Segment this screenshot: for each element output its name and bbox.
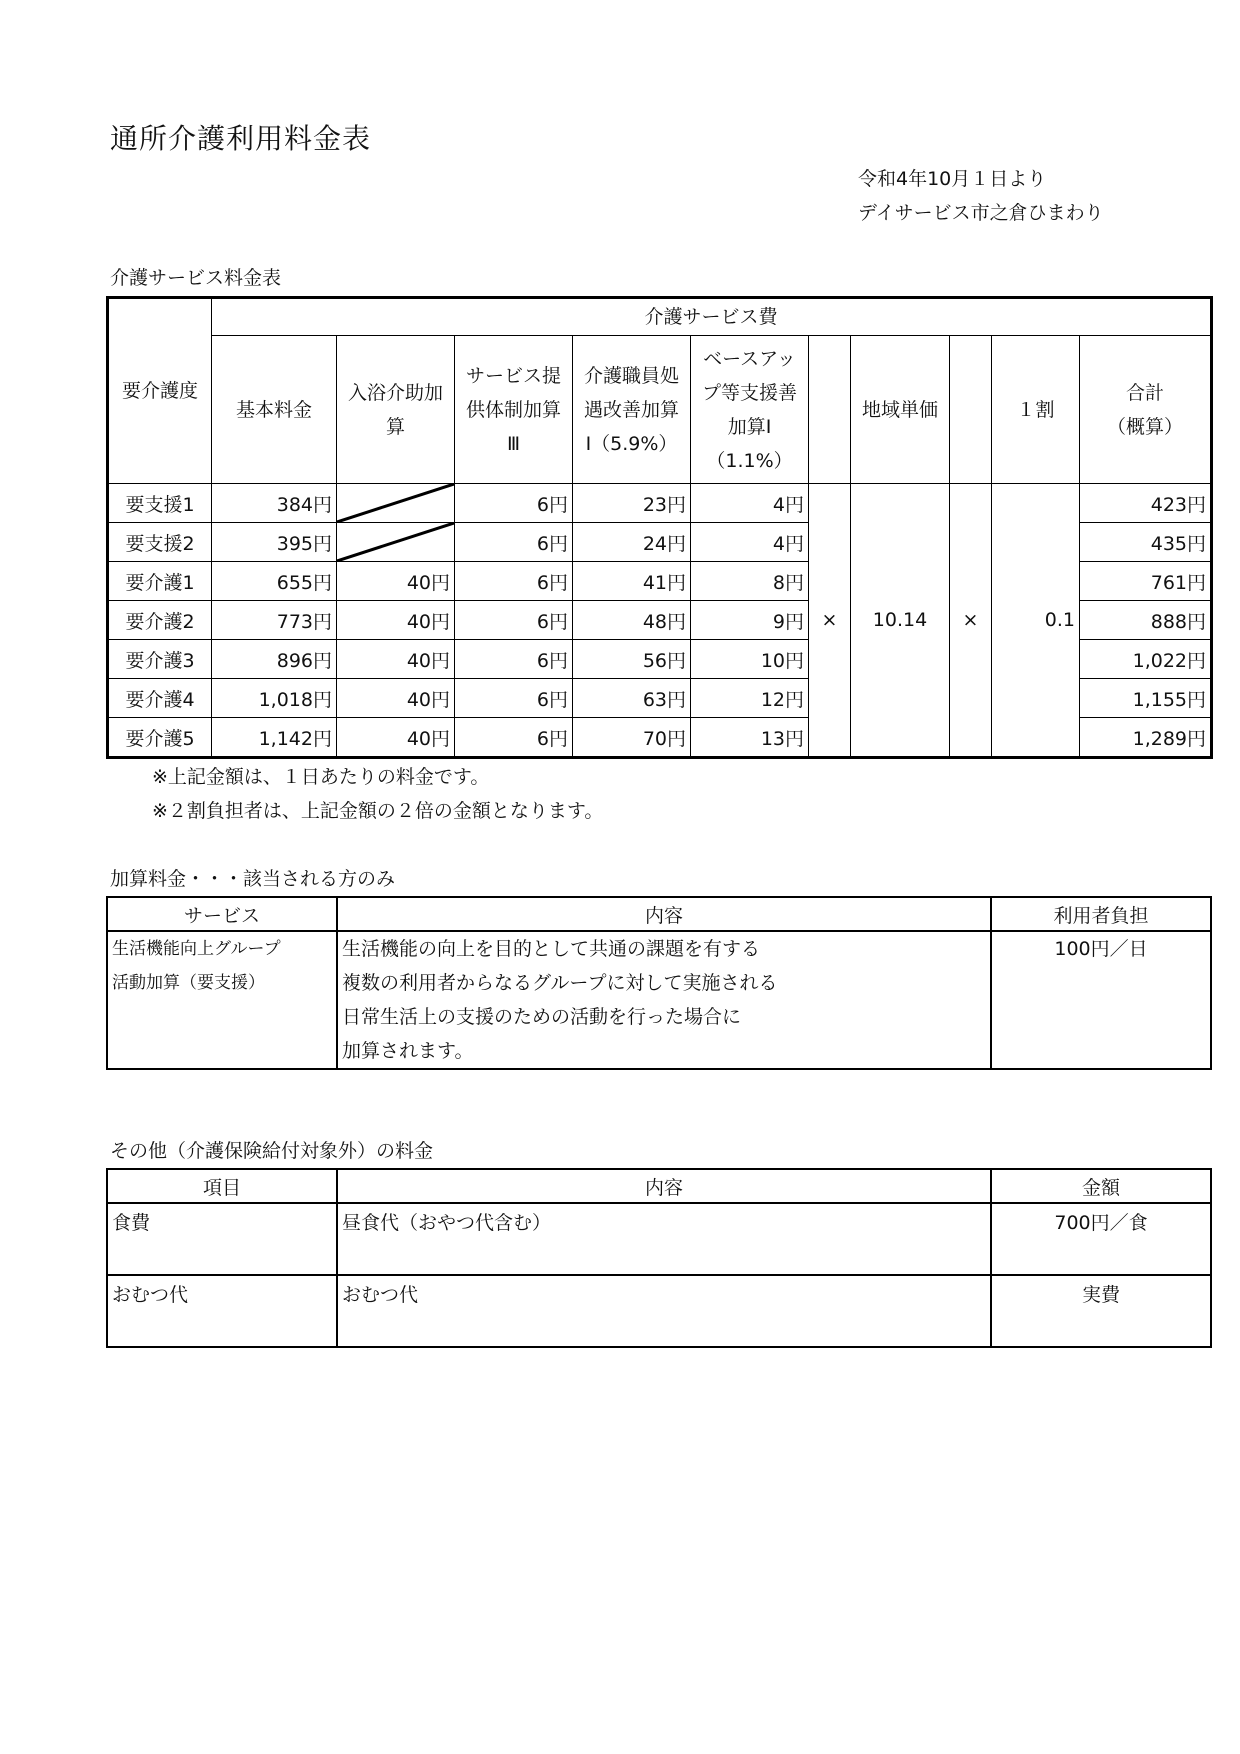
fee-table-label: 介護サービス料金表 <box>110 267 282 289</box>
addon-table <box>106 896 1212 1070</box>
baseup-cell: 4円 <box>691 523 809 562</box>
header-copay: １割 <box>992 336 1080 484</box>
content-line: 日常生活上の支援のための活動を行った場合に <box>342 1006 742 1028</box>
header-treatment-line: 遇改善加算 <box>583 398 679 421</box>
baseup-cell: 9円 <box>691 601 809 640</box>
item-cell: おむつ代 <box>107 1275 337 1347</box>
header-content: 内容 <box>337 897 991 931</box>
addon-table-label: 加算料金・・・該当される方のみ <box>110 868 396 890</box>
care-level-cell: 要支援1 <box>108 484 212 523</box>
facility-name: デイサービス市之倉ひまわり <box>858 202 1104 224</box>
base-fee-cell: 773円 <box>212 601 337 640</box>
total-cell: 761円 <box>1080 562 1212 601</box>
header-amount: 金額 <box>991 1169 1211 1203</box>
header-base-fee: 基本料金 <box>212 336 337 484</box>
header-system-line: Ⅲ <box>506 432 521 455</box>
baseup-cell: 12円 <box>691 679 809 718</box>
bath-addon-cell: 40円 <box>337 640 455 679</box>
bath-addon-cell: 40円 <box>337 562 455 601</box>
header-total-line: 合計 <box>1126 381 1165 404</box>
total-cell: 1,022円 <box>1080 640 1212 679</box>
base-fee-cell: 896円 <box>212 640 337 679</box>
effective-date: 令和4年10月１日より <box>858 168 1047 190</box>
service-system-cell: 6円 <box>455 562 573 601</box>
total-cell: 1,155円 <box>1080 679 1212 718</box>
issuer-block <box>858 162 1104 230</box>
header-blank <box>809 336 851 484</box>
service-name-cell <box>107 931 337 1069</box>
content-line: 加算されます。 <box>342 1040 474 1062</box>
base-fee-cell: 1,018円 <box>212 679 337 718</box>
fee-table <box>106 296 1213 759</box>
content-cell: おむつ代 <box>337 1275 991 1347</box>
base-fee-cell: 655円 <box>212 562 337 601</box>
treatment-cell: 48円 <box>573 601 691 640</box>
service-name-line: 生活機能向上グループ <box>112 939 281 959</box>
header-total-line: （概算） <box>1107 415 1184 438</box>
multiply-symbol: × <box>809 484 851 758</box>
table-row <box>108 484 1212 523</box>
base-fee-cell: 395円 <box>212 523 337 562</box>
base-fee-cell: 384円 <box>212 484 337 523</box>
bath-addon-cell: 40円 <box>337 718 455 758</box>
total-cell: 435円 <box>1080 523 1212 562</box>
header-service: サービス <box>107 897 337 931</box>
header-treatment-line: 介護職員処 <box>583 364 679 387</box>
header-treatment-line: Ⅰ（5.9%） <box>585 432 678 455</box>
header-baseup-line: （1.1%） <box>706 449 793 472</box>
header-bath-addon <box>337 336 455 484</box>
bath-addon-cell: 40円 <box>337 679 455 718</box>
amount-cell: 700円／食 <box>991 1203 1211 1275</box>
care-level-cell: 要支援2 <box>108 523 212 562</box>
content-line: 生活機能の向上を目的として共通の課題を有する <box>342 938 761 960</box>
header-baseup-line: ベースアッ <box>703 347 796 370</box>
service-content-cell <box>337 931 991 1069</box>
other-table-label: その他（介護保険給付対象外）の料金 <box>110 1140 434 1162</box>
care-level-cell: 要介護4 <box>108 679 212 718</box>
header-baseup-line: 加算Ⅰ <box>727 415 772 438</box>
service-system-cell: 6円 <box>455 601 573 640</box>
care-level-cell: 要介護2 <box>108 601 212 640</box>
header-service-cost: 介護サービス費 <box>212 298 1212 336</box>
header-care-level: 要介護度 <box>108 298 212 484</box>
treatment-cell: 56円 <box>573 640 691 679</box>
content-cell: 昼食代（おやつ代含む） <box>337 1203 991 1275</box>
treatment-cell: 63円 <box>573 679 691 718</box>
table-row <box>107 931 1211 1069</box>
note-daily-fee: ※上記金額は、１日あたりの料金です。 <box>152 766 490 788</box>
baseup-cell: 4円 <box>691 484 809 523</box>
header-baseup-addon <box>691 336 809 484</box>
note-double-copay: ※２割負担者は、上記金額の２倍の金額となります。 <box>152 800 604 822</box>
total-cell: 1,289円 <box>1080 718 1212 758</box>
total-cell: 888円 <box>1080 601 1212 640</box>
treatment-cell: 23円 <box>573 484 691 523</box>
header-system-line: 供体制加算 <box>465 398 561 421</box>
header-bath-line: 算 <box>385 415 405 438</box>
treatment-cell: 41円 <box>573 562 691 601</box>
total-cell: 423円 <box>1080 484 1212 523</box>
service-name-line: 活動加算（要支援） <box>112 973 265 993</box>
content-line: 複数の利用者からなるグループに対して実施される <box>342 972 778 994</box>
regional-unit-value: 10.14 <box>851 484 950 758</box>
care-level-cell: 要介護3 <box>108 640 212 679</box>
care-level-cell: 要介護5 <box>108 718 212 758</box>
header-blank <box>950 336 992 484</box>
base-fee-cell: 1,142円 <box>212 718 337 758</box>
header-content: 内容 <box>337 1169 991 1203</box>
not-applicable-cell <box>337 484 455 523</box>
table-row <box>107 1275 1211 1347</box>
charge-cell: 100円／日 <box>991 931 1211 1069</box>
header-bath-line: 入浴介助加 <box>347 381 443 404</box>
copay-value: 0.1 <box>992 484 1080 758</box>
baseup-cell: 10円 <box>691 640 809 679</box>
service-system-cell: 6円 <box>455 640 573 679</box>
multiply-symbol: × <box>950 484 992 758</box>
other-fees-table <box>106 1168 1212 1348</box>
header-charge: 利用者負担 <box>991 897 1211 931</box>
baseup-cell: 8円 <box>691 562 809 601</box>
table-row <box>107 1203 1211 1275</box>
service-system-cell: 6円 <box>455 523 573 562</box>
treatment-cell: 70円 <box>573 718 691 758</box>
treatment-cell: 24円 <box>573 523 691 562</box>
header-regional-unit: 地域単価 <box>851 336 950 484</box>
service-system-cell: 6円 <box>455 679 573 718</box>
header-system-line: サービス提 <box>465 364 561 387</box>
service-system-cell: 6円 <box>455 718 573 758</box>
item-cell: 食費 <box>107 1203 337 1275</box>
not-applicable-cell <box>337 523 455 562</box>
bath-addon-cell: 40円 <box>337 601 455 640</box>
header-treatment-addon <box>573 336 691 484</box>
care-level-cell: 要介護1 <box>108 562 212 601</box>
header-item: 項目 <box>107 1169 337 1203</box>
header-total <box>1080 336 1212 484</box>
baseup-cell: 13円 <box>691 718 809 758</box>
header-service-system-addon <box>455 336 573 484</box>
diagonal-strike-icon <box>337 523 454 561</box>
service-system-cell: 6円 <box>455 484 573 523</box>
header-baseup-line: プ等支援善 <box>701 381 797 404</box>
diagonal-strike-icon <box>337 484 454 522</box>
page-title: 通所介護利用料金表 <box>110 122 372 155</box>
amount-cell: 実費 <box>991 1275 1211 1347</box>
